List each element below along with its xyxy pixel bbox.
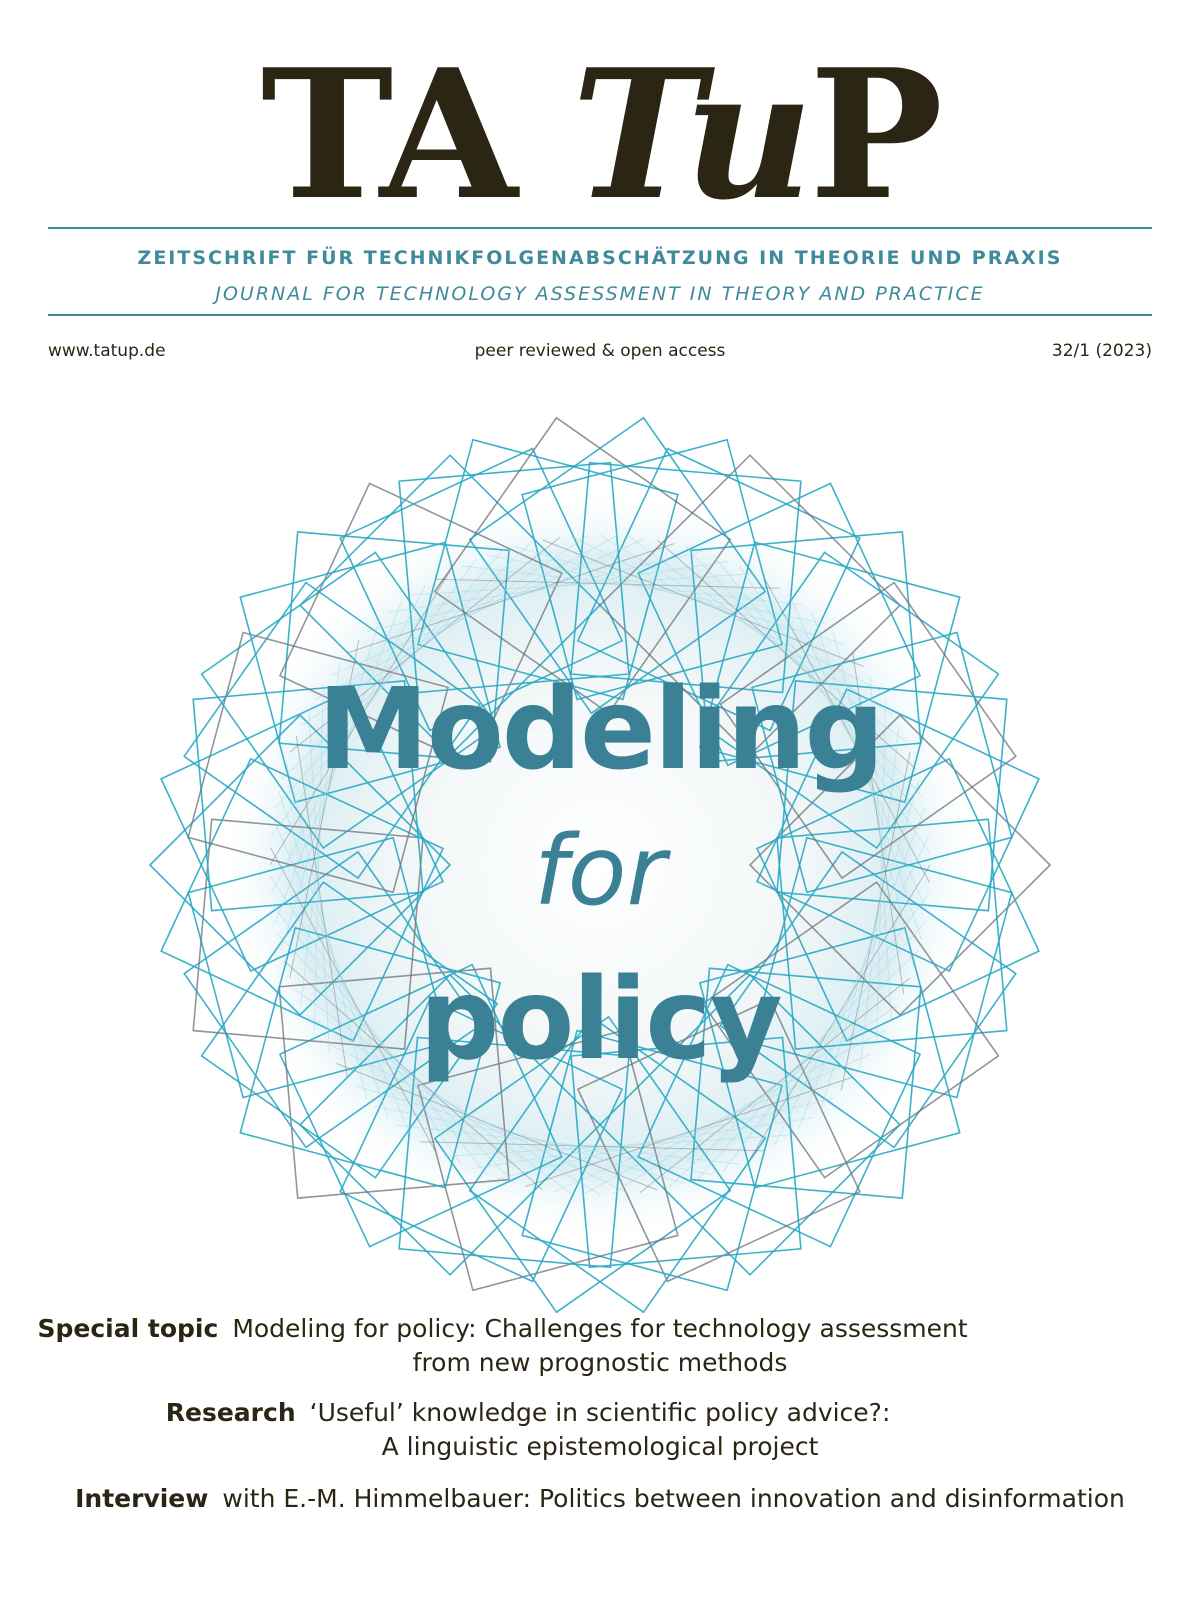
entry-label: Research <box>165 1398 296 1427</box>
subtitle-german: ZEITSCHRIFT FÜR TECHNIKFOLGENABSCHÄTZUNG IN THEORIE UND PRAXIS <box>137 247 1063 269</box>
entry-label: Interview <box>75 1484 209 1513</box>
top-rule <box>48 227 1152 229</box>
bottom-rule <box>48 314 1152 316</box>
subtitle-english: JOURNAL FOR TECHNOLOGY ASSESSMENT IN THEORY AND PRACTICE <box>215 283 985 305</box>
contents-entry-research <box>0 1396 1200 1464</box>
entry-text: with E.-M. Himmelbauer: Politics between innovation and disinformation <box>222 1484 1125 1513</box>
cover-title-line2: for <box>534 815 666 927</box>
entry-label: Special topic <box>37 1314 219 1343</box>
entry-text: ‘Useful’ knowledge in scientific policy advice?: A linguistic epistemological project <box>309 1398 891 1461</box>
masthead-p: P <box>809 30 940 239</box>
contents-entry-special-topic <box>0 1312 1200 1380</box>
access-note: peer reviewed & open access <box>474 341 726 361</box>
masthead-tu: Tu <box>571 30 810 239</box>
contents-entry-interview <box>0 1482 1200 1516</box>
cover-title-line1: Modeling <box>317 665 883 795</box>
cover-title-line3: policy <box>419 955 781 1085</box>
journal-masthead <box>0 30 1200 239</box>
issue-number: 32/1 (2023) <box>1051 341 1152 361</box>
contents-list <box>0 1312 1200 1516</box>
website-link[interactable]: www.tatup.de <box>48 341 166 361</box>
entry-text: Modeling for policy: Challenges for technology assessment from new prognostic methods <box>232 1314 968 1377</box>
masthead-ta: TA <box>260 30 514 239</box>
